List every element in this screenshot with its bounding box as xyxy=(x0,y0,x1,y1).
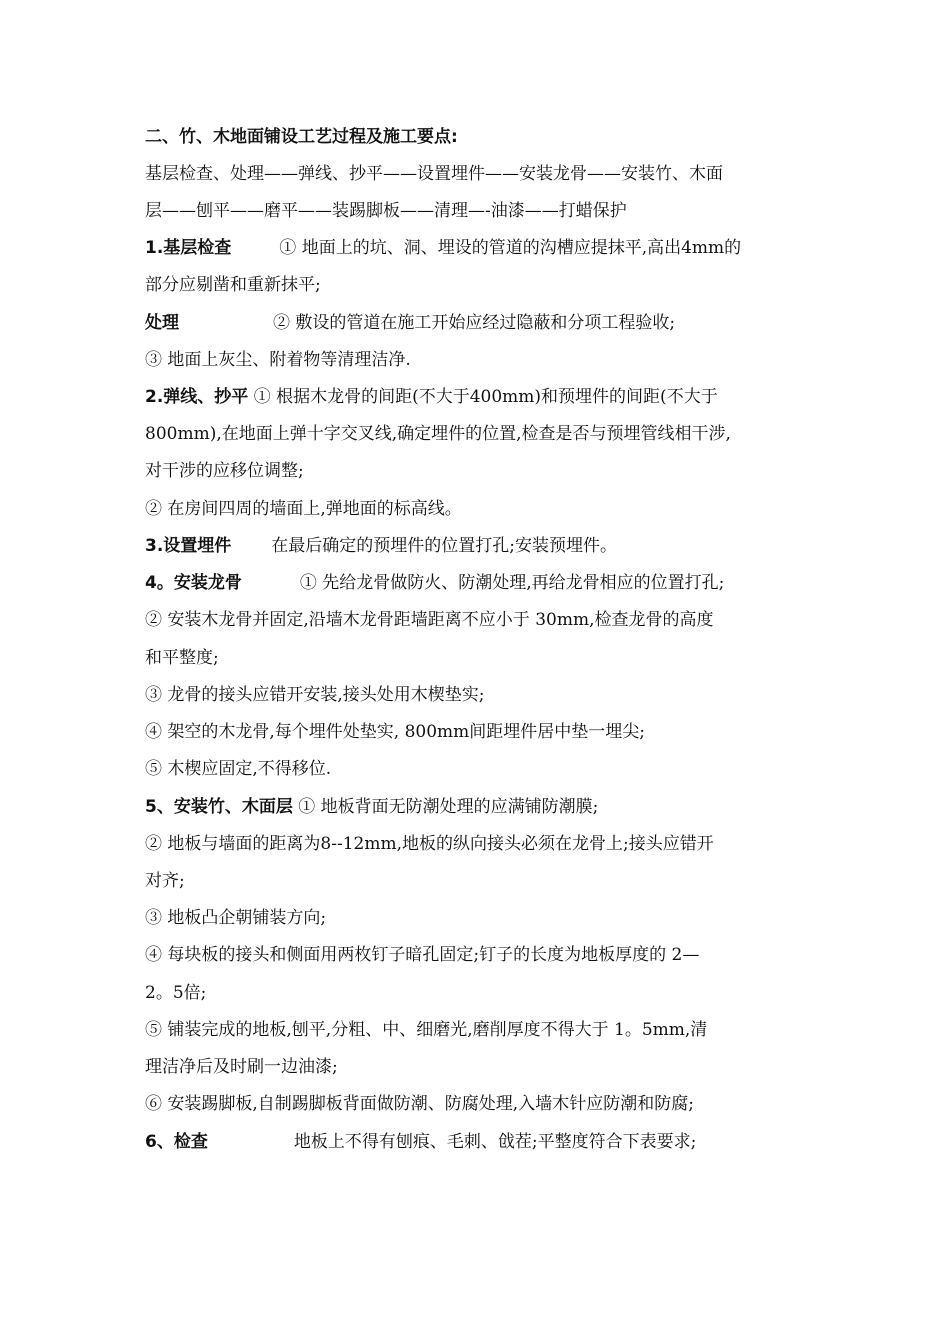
step-2-title: 2.弹线、抄平 xyxy=(145,387,249,407)
step-4-text-1: ① 先给龙骨做防火、防潮处理,再给龙骨相应的位置打孔; xyxy=(299,573,725,593)
process-flow-line-2: 层——刨平——磨平——装踢脚板——清理—-油漆——打蜡保护 xyxy=(145,201,627,221)
step-5-text-4: ③ 地板凸企朝铺装方向; xyxy=(145,908,327,928)
step-4-title: 4。安装龙骨 xyxy=(145,573,242,593)
step-3-title: 3.设置埋件 xyxy=(145,536,232,556)
step-2-text-1: ① 根据木龙骨的间距(不大于400mm)和预埋件的间距(不大于 xyxy=(253,387,718,407)
step-5-text-3: 对齐; xyxy=(145,871,185,891)
step-3-text: 在最后确定的预埋件的位置打孔;安装预埋件。 xyxy=(271,536,618,556)
step-6-title: 6、检查 xyxy=(145,1132,208,1152)
step-4-text-2: ② 安装木龙骨并固定,沿墙木龙骨距墙距离不应小于 30mm,检查龙骨的高度 xyxy=(145,610,714,630)
process-flow-line-1: 基层检查、处理——弹线、抄平——设置埋件——安装龙骨——安装竹、木面 xyxy=(145,164,723,184)
step-1-row-1 xyxy=(145,236,825,260)
step-4-text-5: ④ 架空的木龙骨,每个埋件处垫实, 800mm间距埋件居中垫一埋尖; xyxy=(145,722,646,742)
step-6-text: 地板上不得有刨痕、毛刺、戗茬;平整度符合下表要求; xyxy=(293,1132,697,1152)
step-1-row-2 xyxy=(145,311,825,335)
step-4-row-1 xyxy=(145,571,825,595)
step-3-row xyxy=(145,534,825,558)
step-4-text-6: ⑤ 木楔应固定,不得移位. xyxy=(145,759,332,779)
step-5-text-6: 2。5倍; xyxy=(145,983,207,1003)
step-5-text-7: ⑤ 铺装完成的地板,刨平,分粗、中、细磨光,磨削厚度不得大于 1。5mm,清 xyxy=(145,1020,708,1040)
step-2-text-4: ② 在房间四周的墙面上,弹地面的标高线。 xyxy=(145,499,462,519)
step-5-row-1 xyxy=(145,795,825,819)
step-1b-title: 处理 xyxy=(145,313,179,333)
step-6-row xyxy=(145,1130,825,1154)
step-5-title: 5、安装竹、木面层 xyxy=(145,797,293,817)
step-1b-text: ② 敷设的管道在施工开始应经过隐蔽和分项工程验收; xyxy=(273,313,676,333)
step-4-text-3: 和平整度; xyxy=(145,648,219,668)
step-1-text-1: ① 地面上的坑、洞、埋设的管道的沟槽应提抹平,高出4mm的 xyxy=(279,238,742,258)
step-5-text-8: 理洁净后及时刷一边油漆; xyxy=(145,1057,338,1077)
step-2-row-1 xyxy=(145,385,825,409)
step-4-text-4: ③ 龙骨的接头应错开安装,接头处用木楔垫实; xyxy=(145,685,485,705)
step-5-text-2: ② 地板与墙面的距离为8--12mm,地板的纵向接头必须在龙骨上;接头应错开 xyxy=(145,834,714,854)
step-1-text-3: ③ 地面上灰尘、附着物等清理洁净. xyxy=(145,350,411,370)
step-5-text-1: ① 地板背面无防潮处理的应满铺防潮膜; xyxy=(298,797,599,817)
section-heading: 二、竹、木地面铺设工艺过程及施工要点: xyxy=(145,127,458,147)
step-2-text-2: 800mm),在地面上弹十字交叉线,确定埋件的位置,检查是否与预埋管线相干涉, xyxy=(145,424,731,444)
step-5-text-9: ⑥ 安装踢脚板,自制踢脚板背面做防潮、防腐处理,入墙木针应防潮和防腐; xyxy=(145,1094,694,1114)
step-1-text-2: 部分应剔凿和重新抹平; xyxy=(145,275,321,295)
step-1-title: 1.基层检查 xyxy=(145,238,232,258)
step-2-text-3: 对干涉的应移位调整; xyxy=(145,461,304,481)
step-5-text-5: ④ 每块板的接头和侧面用两枚钉子暗孔固定;钉子的长度为地板厚度的 2— xyxy=(145,945,700,965)
